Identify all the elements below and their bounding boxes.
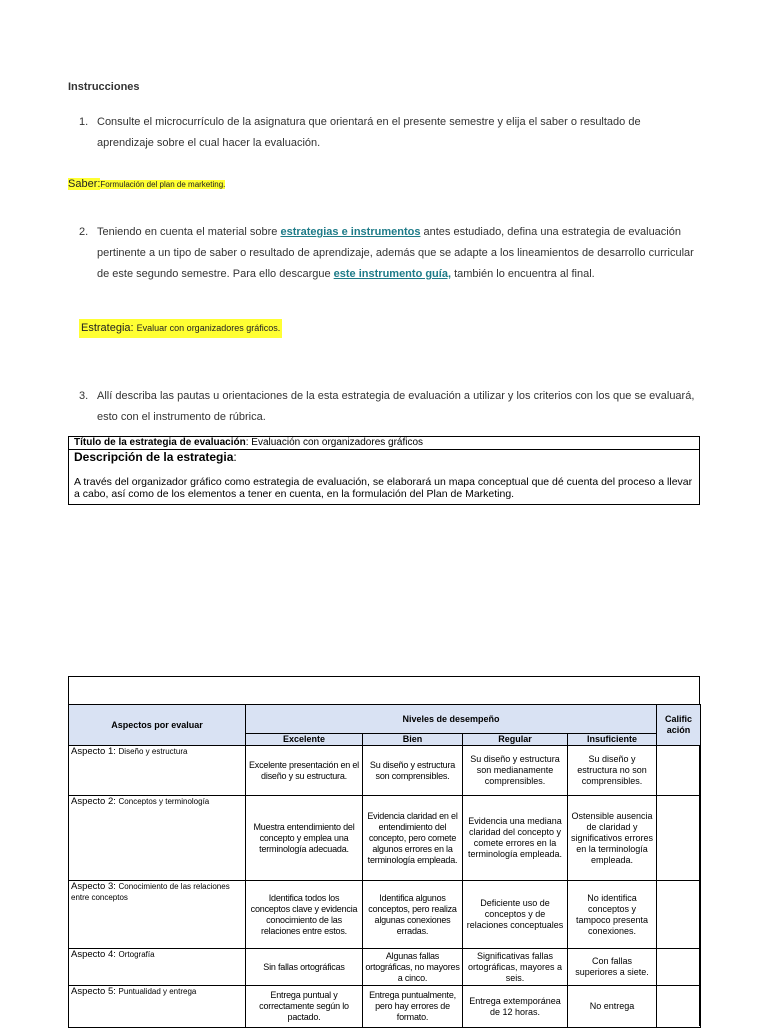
rubric-table	[68, 704, 701, 1028]
grade-cell[interactable]	[657, 986, 701, 1028]
strategy-description-label: Descripción de la estrategia	[74, 450, 234, 464]
aspect-cell	[69, 881, 246, 949]
rubric-cell: Excelente presentación en el diseño y su estructura.	[246, 746, 363, 796]
item-number: 3.	[79, 390, 89, 402]
rubric-cell: Algunas fallas ortográficas, no mayores a cinco.	[363, 949, 463, 986]
table-row	[69, 881, 701, 949]
saber-line	[68, 177, 225, 192]
item-text-part: Teniendo en cuenta el material sobre	[97, 226, 281, 238]
saber-value: Formulación del plan de marketing.	[100, 180, 226, 189]
aspect-label: Aspecto 1:	[71, 746, 116, 757]
rubric-cell: Deficiente uso de conceptos y de relaciones conceptuales	[463, 881, 568, 949]
grade-cell[interactable]	[657, 796, 701, 881]
item-number: 2.	[79, 226, 89, 238]
saber-label: Saber:	[68, 178, 101, 190]
instruction-item-2	[79, 222, 699, 308]
level-regular: Regular	[463, 734, 568, 746]
item-text: Consulte el microcurrículo de la asignatura que orientará en el presente semestre y elija el saber o resultado de aprendizaje sobre el cual hacer la evaluación.	[97, 116, 641, 149]
aspect-name: Conceptos y terminología	[118, 797, 210, 806]
item-text: Allí describa las pautas u orientaciones de la esta estrategia de evaluación a utilizar y los criterios con los que se evaluará, esto con el instrumento de rúbrica.	[97, 390, 695, 423]
aspect-name: Diseño y estructura	[118, 747, 188, 756]
grade-cell[interactable]	[657, 949, 701, 986]
grade-cell[interactable]	[657, 746, 701, 796]
levels-header: Niveles de desempeño	[246, 705, 657, 734]
aspect-label: Aspecto 2:	[71, 796, 116, 807]
strategy-description-text: A través del organizador gráfico como estrategia de evaluación, se elaborará un mapa conceptual que dé cuenta del proceso a llevar a cabo, así como de los elementos a tener en cuenta, en la formulación del Plan de Marketing.	[74, 476, 693, 500]
rubric-cell: Entrega puntualmente, pero hay errores de formato.	[363, 986, 463, 1028]
rubric-cell: Significativas fallas ortográficas, mayores a seis.	[463, 949, 568, 986]
estrategia-label: Estrategia:	[81, 322, 134, 334]
item-text	[97, 222, 697, 285]
rubric-cell: Evidencia claridad en el entendimiento del concepto, pero comete algunos errores en la terminología empleada.	[363, 796, 463, 881]
instruction-item-3	[79, 386, 699, 430]
strategy-description-heading	[74, 450, 694, 464]
strategy-title-cell	[69, 437, 700, 450]
aspect-cell	[69, 986, 246, 1028]
rubric-cell: Ostensible ausencia de claridad y significativos errores en la terminología empleada.	[568, 796, 657, 881]
rubric-cell: Entrega puntual y correctamente según lo pactado.	[246, 986, 363, 1028]
item-text-part: antes estudiado, defina una estrategia de evaluación pertinente a un tipo de saber o resultado de aprendizaje, además que se adapte a los lineamientos de desarrollo curricular de este segundo semestre. Para ello descargue	[97, 226, 694, 280]
grade-cell[interactable]	[657, 881, 701, 949]
table-row	[69, 949, 701, 986]
rubric-cell: Con fallas superiores a siete.	[568, 949, 657, 986]
item-text-part: también lo encuentra al final.	[451, 268, 595, 280]
aspect-label: Aspecto 4:	[71, 949, 116, 960]
instructions-heading: Instrucciones	[68, 81, 140, 93]
rubric-cell: Muestra entendimiento del concepto y emplea una terminología adecuada.	[246, 796, 363, 881]
guide-instrument-link[interactable]: este instrumento guía,	[333, 268, 452, 280]
estrategia-value: Evaluar con organizadores gráficos.	[136, 323, 281, 333]
grade-header: Calific ación	[657, 705, 701, 746]
aspect-label: Aspecto 5:	[71, 986, 116, 997]
rubric-cell: Evidencia una mediana claridad del concepto y comete errores en la terminología empleada.	[463, 796, 568, 881]
rubric-cell: Sin fallas ortográficas	[246, 949, 363, 986]
aspect-name: Conocimiento de las relaciones entre conceptos	[71, 882, 230, 902]
level-insuficiente: Insuficiente	[568, 734, 657, 746]
level-excelente: Excelente	[246, 734, 363, 746]
aspect-name: Puntualidad y entrega	[118, 987, 197, 996]
aspects-header: Aspectos por evaluar	[69, 705, 246, 746]
table-row	[69, 746, 701, 796]
instruction-item-1	[79, 112, 699, 156]
rubric-cell: Su diseño y estructura son medianamente comprensibles.	[463, 746, 568, 796]
aspect-cell	[69, 746, 246, 796]
aspect-name: Ortografía	[118, 950, 155, 959]
strategy-description-cell	[69, 450, 700, 505]
aspect-cell	[69, 949, 246, 986]
rubric-cell: Identifica algunos conceptos, pero realiza algunas conexiones erradas.	[363, 881, 463, 949]
strategy-description-colon: :	[233, 450, 237, 464]
table-row	[69, 986, 701, 1028]
strategy-title-label: Título de la estrategia de evaluación	[74, 437, 246, 448]
strategy-table	[68, 436, 700, 505]
item-number: 1.	[79, 116, 89, 128]
rubric-cell: No entrega	[568, 986, 657, 1028]
table-row	[69, 796, 701, 881]
rubric-cell: Su diseño y estructura no son comprensibles.	[568, 746, 657, 796]
aspect-cell	[69, 796, 246, 881]
rubric-cell: No identifica conceptos y tampoco presenta conexiones.	[568, 881, 657, 949]
estrategia-line	[79, 319, 282, 338]
rubric-cell: Entrega extemporánea de 12 horas.	[463, 986, 568, 1028]
strategy-title-value: : Evaluación con organizadores gráficos	[245, 437, 424, 448]
aspect-label: Aspecto 3:	[71, 881, 116, 892]
strategies-instruments-link[interactable]: estrategias e instrumentos	[280, 226, 421, 238]
rubric-cell: Su diseño y estructura son comprensibles.	[363, 746, 463, 796]
level-bien: Bien	[363, 734, 463, 746]
rubric-cell: Identifica todos los conceptos clave y evidencia conocimiento de las relaciones entre estos.	[246, 881, 363, 949]
